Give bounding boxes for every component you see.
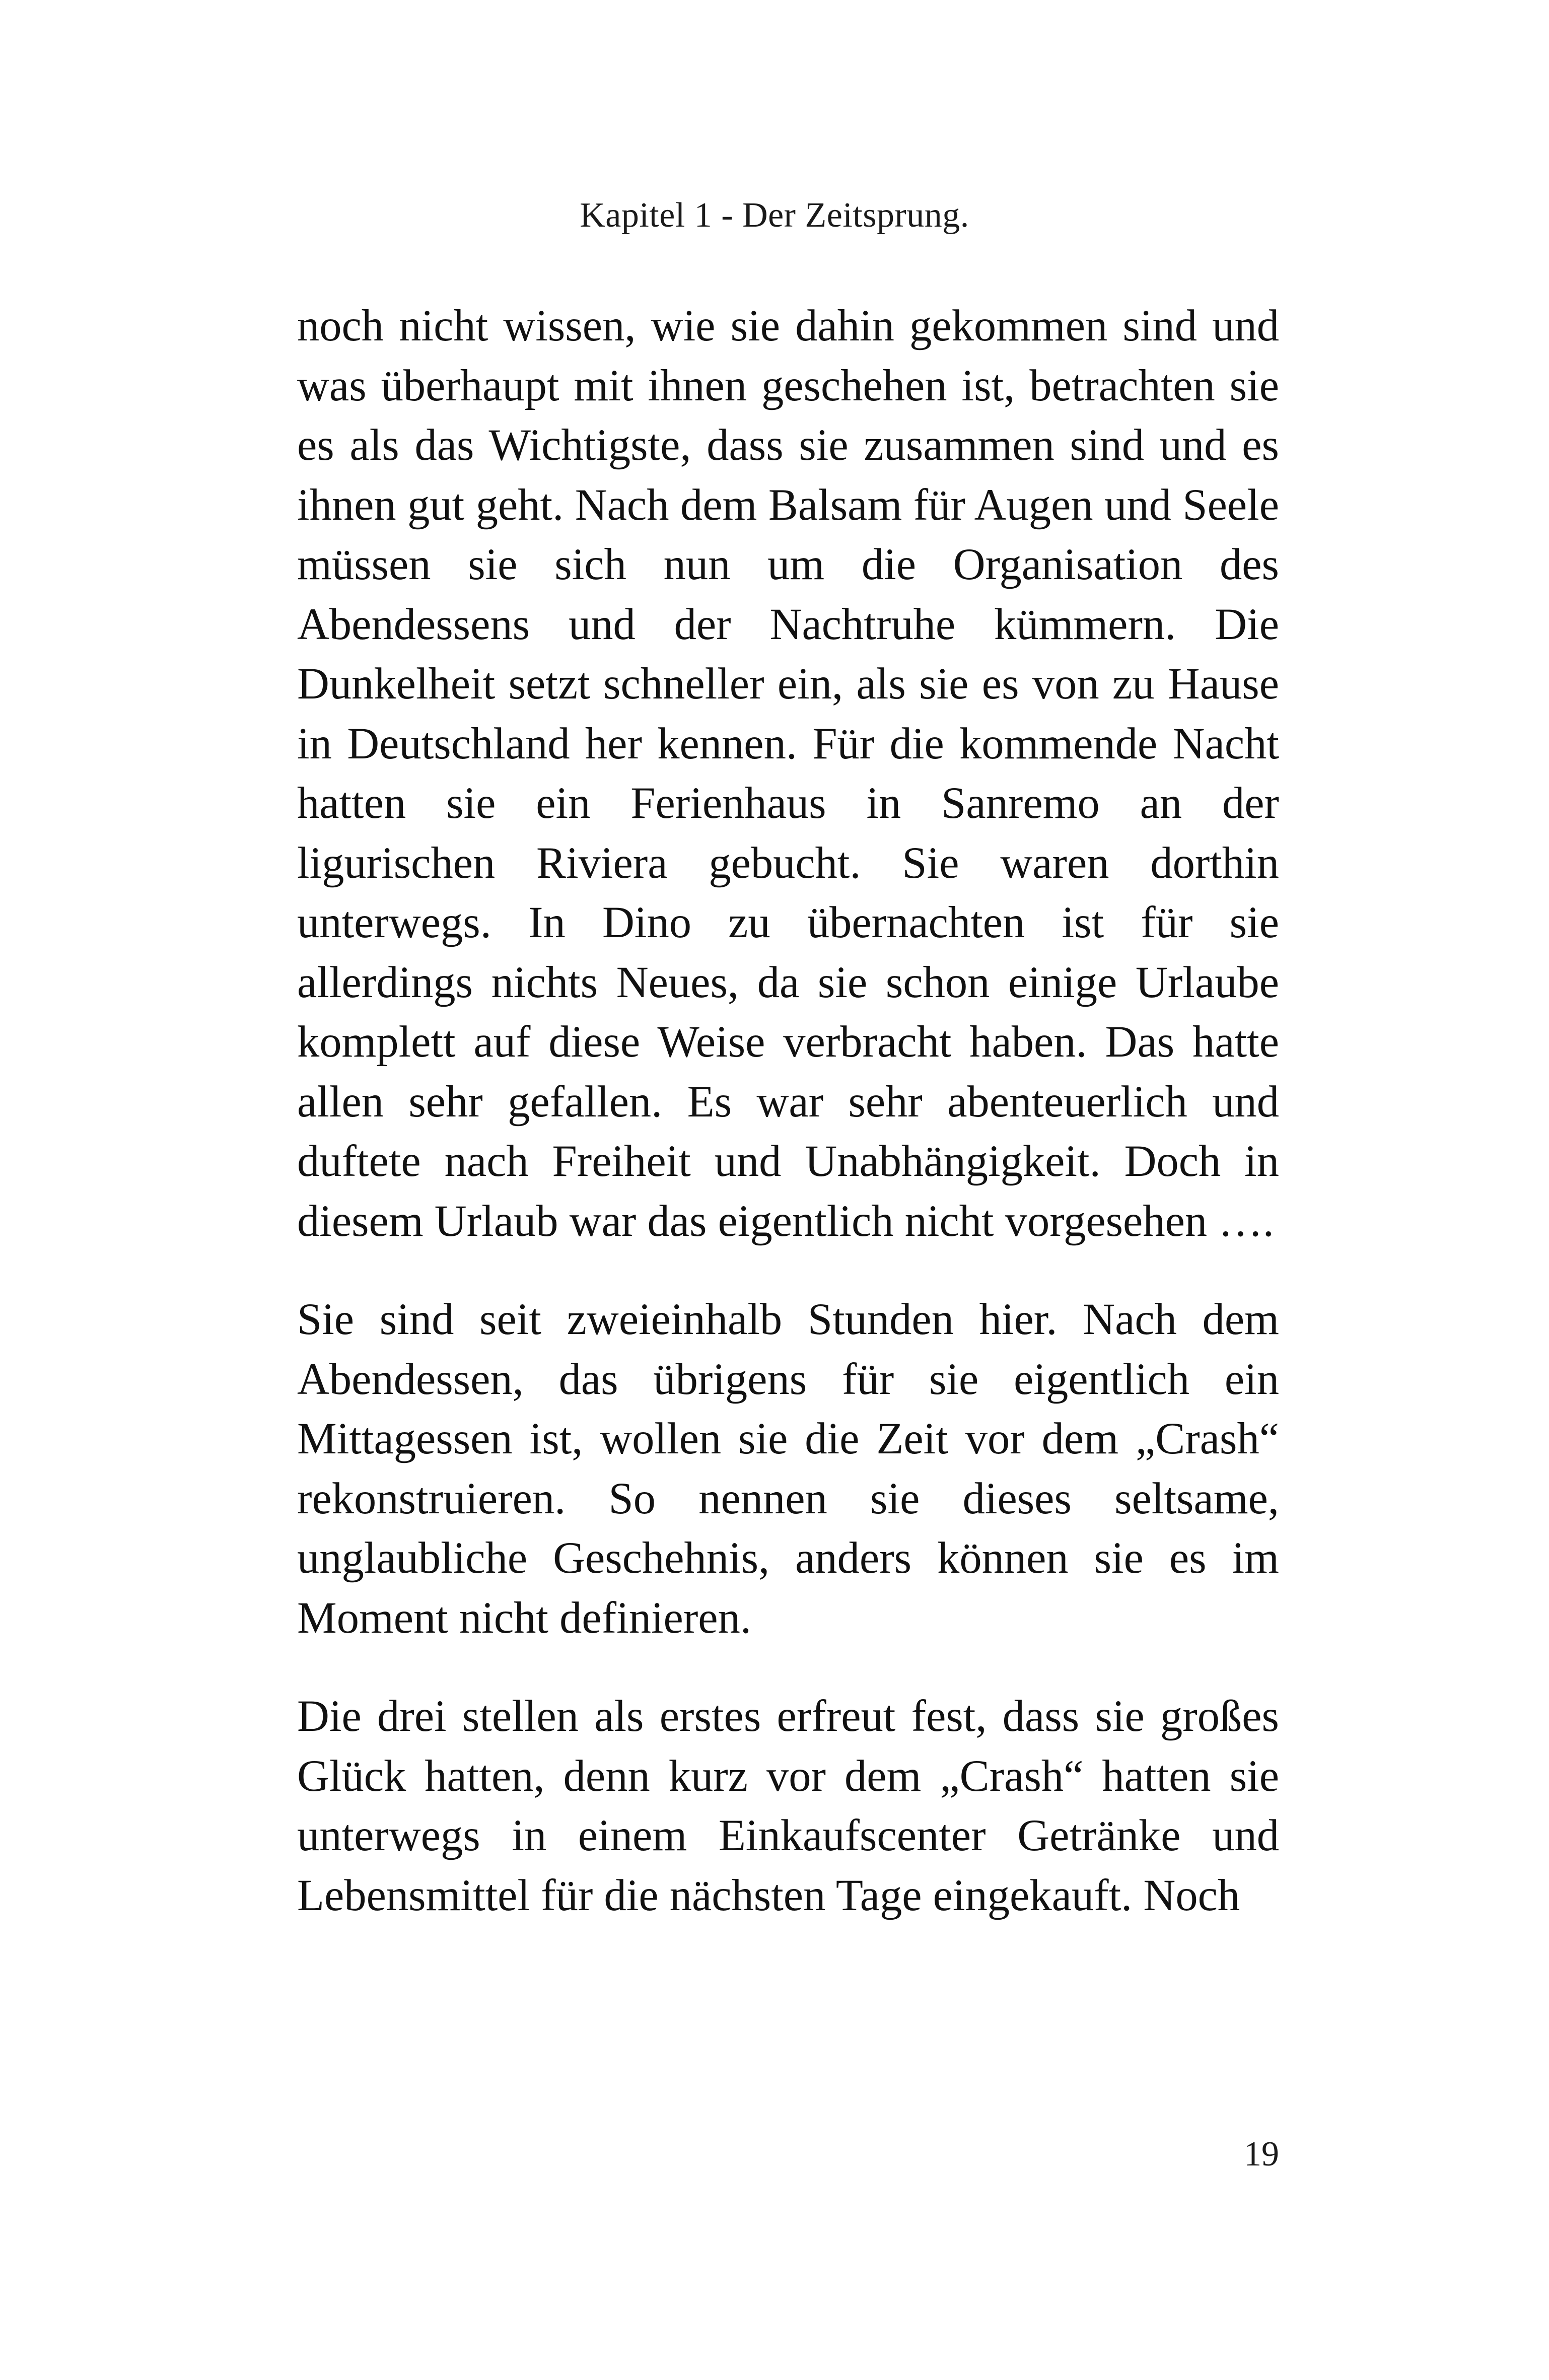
paragraph-3: Die drei stellen als erstes erfreut fest, dass sie großes Glück hatten, denn kurz vor dem „Crash“ hatten sie unterwegs in einem Einkaufscenter Getränke und Lebensmittel für die nächsten Tage eingekauft. Noch <box>297 1692 1279 1920</box>
body-text <box>297 296 1279 1925</box>
running-head-chapter-title: Kapitel 1 - Der Zeitsprung. <box>580 196 969 235</box>
paragraph-2: Sie sind seit zweieinhalb Stunden hier. Nach dem Abendessen, das übrigens für sie eigentlich ein Mittagessen ist, wollen sie die Zeit vor dem „Crash“ rekonstruieren. So nennen sie dieses seltsame, unglaubliche Geschehnis, anders können sie es im Moment nicht definieren. <box>297 1295 1279 1643</box>
paragraph-1: noch nicht wissen, wie sie dahin gekommen sind und was überhaupt mit ihnen geschehen ist, betrachten sie es als das Wichtigste, dass sie zusammen sind und es ihnen gut geht. Nach dem Balsam für Augen und Seele müssen sie sich nun um die Organisation des Abendessens und der Nachtruhe kümmern. Die Dunkelheit setzt schneller ein, als sie es von zu Hause in Deutschland her kennen. Für die kommende Nacht hatten sie ein Ferienhaus in Sanremo an der ligurischen Riviera gebucht. Sie waren dorthin unterwegs. In Dino zu übernachten ist für sie allerdings nichts Neues, da sie schon einige Urlaube komplett auf diese Weise verbracht haben. Das hatte allen sehr gefallen. Es war sehr abenteuerlich und duftete nach Freiheit und Unabhängigkeit. Doch in diesem Urlaub war das eigentlich nicht vorgesehen …. <box>297 301 1279 1246</box>
page-number: 19 <box>1244 2135 1279 2174</box>
